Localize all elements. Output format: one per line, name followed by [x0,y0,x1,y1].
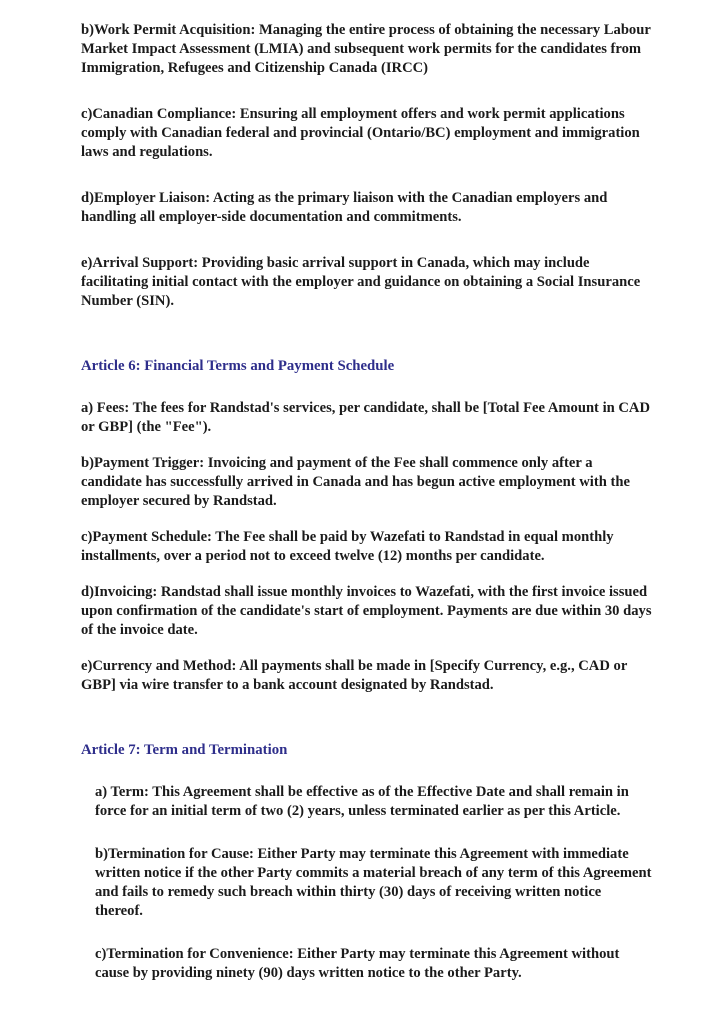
clause-fees: a) Fees: The fees for Randstad's services, per candidate, shall be [Total Fee Amount in CAD or GBP] (the "Fee"). [81,400,651,435]
clause-employer-liaison: d)Employer Liaison: Acting as the primary liaison with the Canadian employers and handling all employer-side documentation and commitments. [81,190,608,225]
clause-canadian-compliance: c)Canadian Compliance: Ensuring all employment offers and work permit applications comply with Canadian federal and provincial (Ontario/BC) employment and immigration laws and regulations. [81,106,640,160]
clause-term: a) Term: This Agreement shall be effective as of the Effective Date and shall remain in force for an initial term of two (2) years, unless terminated earlier as per this Article. [95,784,629,819]
article-6-heading: Article 6: Financial Terms and Payment Schedule [81,358,395,374]
clause-invoicing: d)Invoicing: Randstad shall issue monthly invoices to Wazefati, with the first invoice issued upon confirmation of the candidate's start of employment. Payments are due within 30 days of the invoice date. [81,584,652,638]
clause-termination-for-cause: b)Termination for Cause: Either Party may terminate this Agreement with immediate written notice if the other Party commits a material breach of any term of this Agreement and fails to remedy such breach within thirty (30) days of receiving written notice thereof. [95,846,652,919]
article-7-heading: Article 7: Term and Termination [81,742,288,758]
article-7-section [95,783,652,983]
clause-currency-and-method: e)Currency and Method: All payments shall be made in [Specify Currency, e.g., CAD or GBP] via wire transfer to a bank account designated by Randstad. [81,658,628,693]
clause-termination-for-convenience: c)Termination for Convenience: Either Party may terminate this Agreement without cause by providing ninety (90) days written notice to the other Party. [95,946,620,981]
article-6-section [81,399,652,695]
clause-work-permit-acquisition: b)Work Permit Acquisition: Managing the entire process of obtaining the necessary Labour Market Impact Assessment (LMIA) and subsequent work permits for the candidates from Immigration, Refugees and Citizenship Canada (IRCC) [81,22,651,76]
clause-arrival-support: e)Arrival Support: Providing basic arrival support in Canada, which may include facilitating initial contact with the employer and guidance on obtaining a Social Insurance Number (SIN). [81,255,641,309]
clause-payment-schedule: c)Payment Schedule: The Fee shall be paid by Wazefati to Randstad in equal monthly installments, over a period not to exceed twelve (12) months per candidate. [81,529,614,564]
article-5-subclauses-section [81,21,652,311]
clause-payment-trigger: b)Payment Trigger: Invoicing and payment of the Fee shall commence only after a candidate has successfully arrived in Canada and has begun active employment with the employer secured by Randstad. [81,455,630,509]
